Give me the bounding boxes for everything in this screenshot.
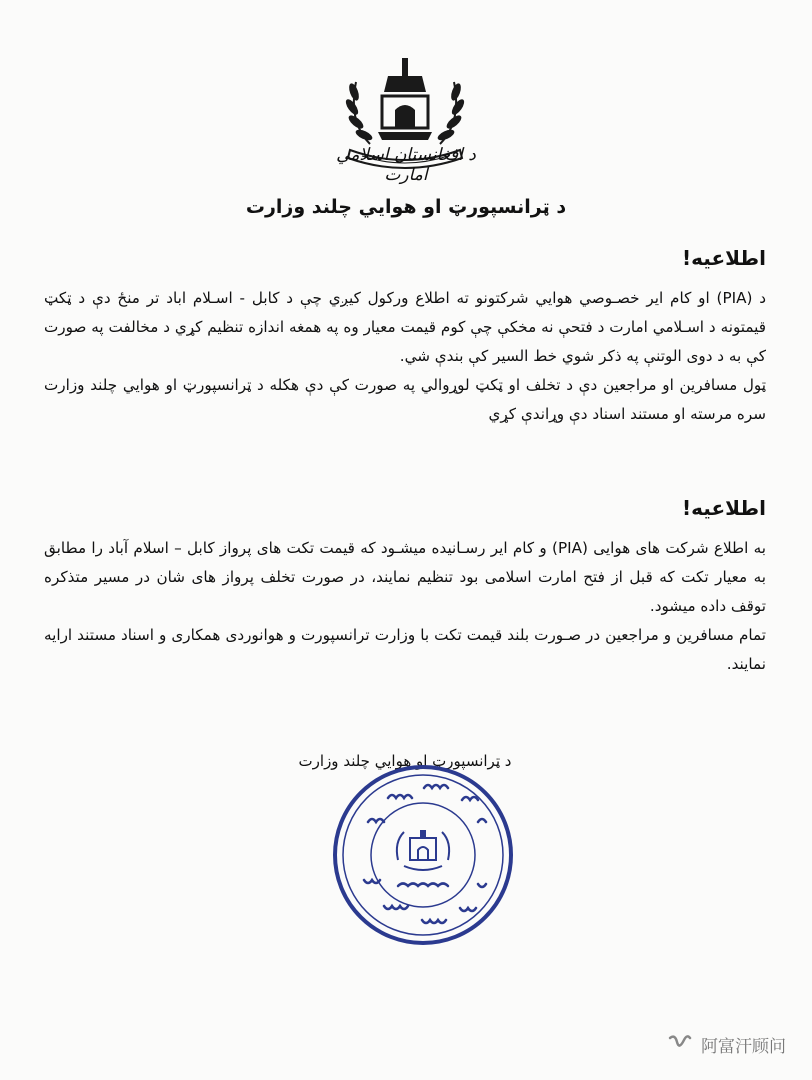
watermark bbox=[667, 1030, 786, 1058]
wechat-channel-icon bbox=[667, 1034, 693, 1054]
notice-paragraph: به اطلاع شرکت های هوایی (PIA) و کام ایر رسـانیده میشـود که قیمت تکت های پرواز کابل – اسلام آباد را مطابق به معیار تکت که قبل از فتح امارت اسلامی بود تنظیم نمایند، در صورت تخلف پرواز های شان در مسیر متذکره توقف داده میشود. bbox=[44, 539, 766, 615]
notice-dari bbox=[44, 496, 766, 679]
watermark-text: 阿富汗顾问 bbox=[701, 1036, 786, 1057]
notice-heading: اطلاعیه! bbox=[682, 496, 766, 520]
notice-paragraph: تمام مسافرین و مراجعین در صـورت بلند قیمت تکت با وزارت ترانسپورت و هوانوردی همکاری و اسناد مستند ارایه نمایند. bbox=[44, 626, 766, 673]
seal-stamp-icon bbox=[328, 760, 518, 950]
ministry-title: د ټرانسپورټ او هوايي چلند وزارت bbox=[245, 196, 567, 218]
notice-paragraph: ټول مسافرین او مراجعین دې د تخلف او ټکټ لوړوالي په صورت کې دې هکله د ټرانسپورټ او هوايي چلند وزارت سره مرسته او مستند اسناد دې وړاندې کړي bbox=[44, 376, 766, 423]
notice-pashto bbox=[44, 246, 766, 429]
emblem-caption: د افغانستان اسلامي امارت bbox=[336, 145, 476, 185]
signature-line: د ټرانسپورټ او هوايي چلند وزارت bbox=[298, 752, 512, 770]
notice-heading: اطلاعیه! bbox=[682, 246, 766, 270]
notice-paragraph: د (PIA) او کام ایر خصـوصي هوايي شرکتونو ته اطلاع ورکول کیږي چې د کابل - اسـلام اباد تر منځ دې د ټکټ قیمتونه د اسـلامي امارت د فتحې نه مخکې چې کوم قیمت معیار وه په همغه اندازه تنظیم کړي د مخالفت په صورت کې به د دوی الوتنې په ذکر شوي خط السیر کې بندې شي. bbox=[44, 289, 766, 365]
